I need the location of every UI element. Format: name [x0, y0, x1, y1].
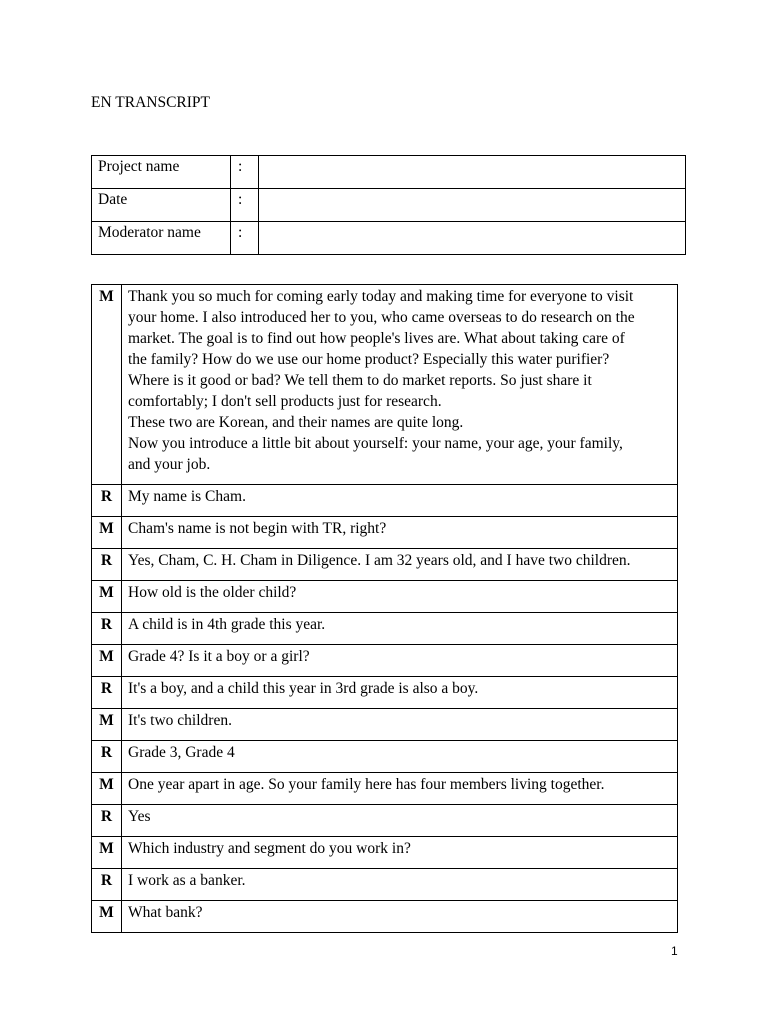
transcript-table [91, 284, 678, 933]
project-info-row [92, 156, 686, 189]
speaker-label: M [92, 645, 122, 677]
utterance-line: Thank you so much for coming early today and making time for everyone to visit [128, 288, 634, 305]
utterance [122, 285, 678, 485]
utterance [122, 485, 678, 517]
speaker-label: R [92, 805, 122, 837]
speaker-label: R [92, 869, 122, 901]
speaker-label: R [92, 549, 122, 581]
speaker-label: M [92, 901, 122, 933]
utterance [122, 805, 678, 837]
field-separator: : [231, 189, 259, 222]
utterance [122, 709, 678, 741]
utterance-line: Cham's name is not begin with TR, right? [128, 520, 387, 537]
utterance [122, 677, 678, 709]
project-info-row [92, 222, 686, 255]
speaker-label: R [92, 677, 122, 709]
speaker-label: M [92, 773, 122, 805]
utterance-line: Grade 4? Is it a boy or a girl? [128, 648, 310, 665]
utterance [122, 581, 678, 613]
utterance-line: Which industry and segment do you work in? [128, 840, 411, 857]
utterance-line: Yes [128, 808, 151, 825]
utterance-line: the family? How do we use our home product? Especially this water purifier? [128, 351, 610, 368]
field-value [259, 156, 686, 189]
utterance [122, 549, 678, 581]
utterance [122, 741, 678, 773]
speaker-label: M [92, 709, 122, 741]
transcript-row [92, 517, 678, 549]
utterance-line: A child is in 4th grade this year. [128, 616, 326, 633]
speaker-label: M [92, 517, 122, 549]
utterance-line: What bank? [128, 904, 203, 921]
field-label: Moderator name [92, 222, 231, 255]
transcript-row [92, 645, 678, 677]
transcript-row [92, 709, 678, 741]
speaker-label: R [92, 485, 122, 517]
utterance-line: Where is it good or bad? We tell them to do market reports. So just share it [128, 372, 592, 389]
transcript-row [92, 869, 678, 901]
utterance-line: My name is Cham. [128, 488, 246, 505]
utterance-line: I work as a banker. [128, 872, 246, 889]
utterance-line: These two are Korean, and their names are quite long. [128, 414, 464, 431]
utterance-line: your home. I also introduced her to you, who came overseas to do research on the [128, 309, 635, 326]
utterance-line: Yes, Cham, C. H. Cham in Diligence. I am 32 years old, and I have two children. [128, 552, 631, 569]
project-info-row [92, 189, 686, 222]
speaker-label: M [92, 837, 122, 869]
utterance [122, 869, 678, 901]
utterance [122, 517, 678, 549]
transcript-row [92, 773, 678, 805]
utterance-line: It's two children. [128, 712, 232, 729]
field-label: Date [92, 189, 231, 222]
utterance-line: market. The goal is to find out how people's lives are. What about taking care of [128, 330, 625, 347]
transcript-row [92, 741, 678, 773]
field-value [259, 222, 686, 255]
utterance [122, 773, 678, 805]
utterance-line: and your job. [128, 456, 211, 473]
transcript-row [92, 285, 678, 485]
utterance-line: Now you introduce a little bit about yourself: your name, your age, your family, [128, 435, 623, 452]
utterance-line: comfortably; I don't sell products just for research. [128, 393, 442, 410]
transcript-row [92, 677, 678, 709]
transcript-row [92, 581, 678, 613]
transcript-row [92, 549, 678, 581]
utterance [122, 613, 678, 645]
project-info-table [91, 155, 686, 255]
field-separator: : [231, 156, 259, 189]
utterance [122, 901, 678, 933]
transcript-row [92, 837, 678, 869]
field-value [259, 189, 686, 222]
document-title: EN TRANSCRIPT [91, 94, 210, 111]
field-label: Project name [92, 156, 231, 189]
field-separator: : [231, 222, 259, 255]
transcript-row [92, 613, 678, 645]
speaker-label: M [92, 581, 122, 613]
utterance-line: Grade 3, Grade 4 [128, 744, 235, 761]
transcript-row [92, 901, 678, 933]
page-number: 1 [671, 944, 678, 958]
utterance [122, 837, 678, 869]
speaker-label: R [92, 741, 122, 773]
transcript-row [92, 805, 678, 837]
speaker-label: M [92, 285, 122, 485]
utterance-line: How old is the older child? [128, 584, 297, 601]
transcript-row [92, 485, 678, 517]
utterance [122, 645, 678, 677]
utterance-line: One year apart in age. So your family here has four members living together. [128, 776, 605, 793]
utterance-line: It's a boy, and a child this year in 3rd grade is also a boy. [128, 680, 479, 697]
speaker-label: R [92, 613, 122, 645]
